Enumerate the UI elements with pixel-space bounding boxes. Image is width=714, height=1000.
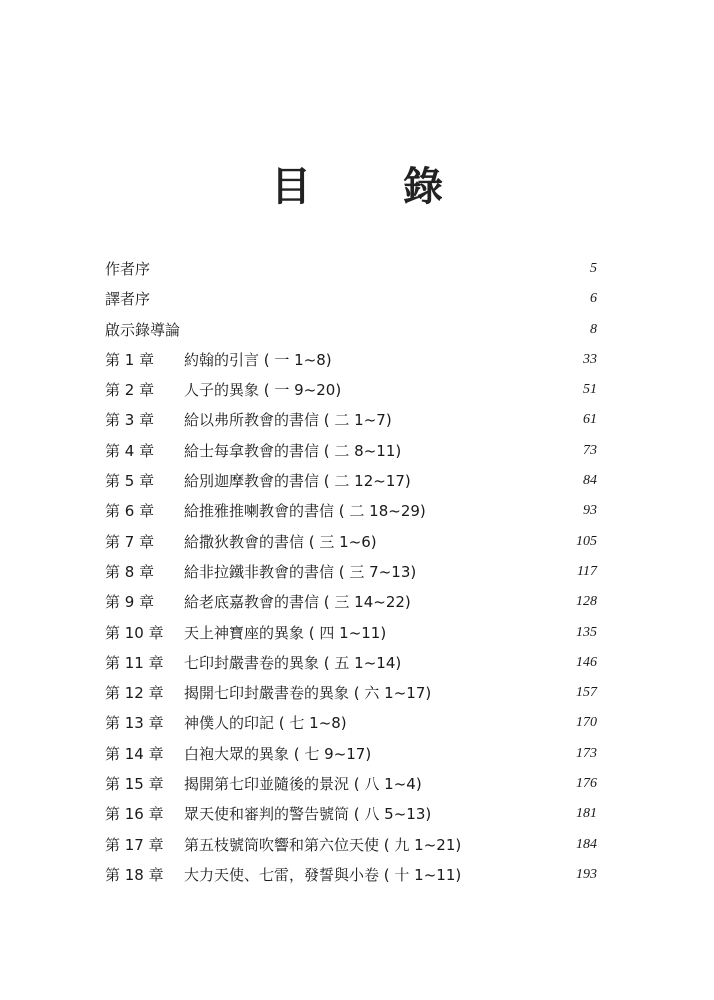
toc-entry-title: 給撒狄教會的書信 ( 三 1~6) — [184, 532, 377, 551]
toc-chapter-number: 第 13 章 — [105, 714, 164, 733]
toc-entry — [105, 527, 597, 557]
toc-chapter-number: 第 1 章 — [105, 350, 155, 369]
toc-entry — [105, 587, 597, 617]
toc-entry-title: 譯者序 — [105, 290, 151, 309]
toc-chapter-number: 第 14 章 — [105, 744, 164, 763]
toc-entry-title: 給推雅推喇教會的書信 ( 二 18~29) — [184, 502, 426, 521]
toc-chapter-number: 第 9 章 — [105, 593, 155, 612]
toc-entry-title: 神僕人的印記 ( 七 1~8) — [184, 714, 347, 733]
toc-entry-title: 給老底嘉教會的書信 ( 三 14~22) — [184, 593, 411, 612]
toc-entry-title: 七印封嚴書卷的異象 ( 五 1~14) — [184, 653, 402, 672]
toc-page-number: 128 — [576, 594, 597, 610]
toc-entry-title: 給士每拿教會的書信 ( 二 8~11) — [184, 441, 402, 460]
toc-chapter-number: 第 10 章 — [105, 623, 164, 642]
toc-chapter-number: 第 16 章 — [105, 805, 164, 824]
toc-entry-title: 給以弗所教會的書信 ( 二 1~7) — [184, 411, 392, 430]
toc-entry — [105, 436, 597, 466]
toc-entry — [105, 375, 597, 405]
toc-entry-title: 揭開第七印並隨後的景況 ( 八 1~4) — [184, 775, 422, 794]
toc-entry — [105, 496, 597, 526]
toc-entry-title: 大力天使、七雷，發誓與小卷 ( 十 1~11) — [184, 865, 462, 884]
toc-entry — [105, 648, 597, 678]
page-title: 目 錄 — [271, 162, 469, 210]
toc-page-number: 117 — [577, 563, 597, 579]
toc-page-number: 5 — [590, 261, 597, 276]
toc-page-number: 6 — [590, 291, 597, 307]
toc-page-number: 157 — [576, 685, 597, 701]
toc-entry — [105, 254, 597, 284]
toc-entry — [105, 315, 597, 345]
toc-page-number: 173 — [576, 745, 597, 761]
toc-entry — [105, 799, 597, 829]
toc-page-number: 93 — [583, 503, 597, 519]
toc-entry — [105, 466, 597, 496]
toc-page-number: 193 — [576, 866, 597, 882]
toc-entry — [105, 618, 597, 648]
toc-chapter-number: 第 7 章 — [105, 532, 155, 551]
toc-entry-title: 啟示錄導論 — [105, 320, 181, 339]
toc-page-number: 184 — [576, 836, 597, 852]
toc-chapter-number: 第 15 章 — [105, 775, 164, 794]
toc-chapter-number: 第 11 章 — [105, 653, 164, 672]
toc-entry — [105, 405, 597, 435]
toc-chapter-number: 第 18 章 — [105, 865, 164, 884]
toc-page-number: 73 — [583, 442, 597, 458]
toc-entry-title: 人子的異象 ( 一 9~20) — [184, 381, 342, 400]
toc-page-number: 181 — [576, 806, 597, 822]
toc-chapter-number: 第 3 章 — [105, 411, 155, 430]
toc-page-number: 8 — [590, 321, 597, 337]
toc-entry — [105, 345, 597, 375]
toc-chapter-number: 第 6 章 — [105, 502, 155, 521]
toc-entry-title: 眾天使和審判的警告號筒 ( 八 5~13) — [184, 805, 432, 824]
toc-chapter-number: 第 5 章 — [105, 472, 155, 491]
toc-chapter-number: 第 12 章 — [105, 684, 164, 703]
toc-entry-title: 第五枝號筒吹響和第六位天使 ( 九 1~21) — [184, 835, 462, 854]
toc-entry — [105, 284, 597, 314]
table-of-contents — [105, 254, 597, 890]
toc-page-number: 61 — [583, 412, 597, 428]
toc-page-number: 170 — [576, 715, 597, 731]
toc-entry — [105, 557, 597, 587]
toc-chapter-number: 第 8 章 — [105, 562, 155, 581]
toc-page-number: 51 — [583, 382, 597, 398]
toc-page-number: 105 — [576, 533, 597, 549]
toc-entry-title: 作者序 — [105, 260, 151, 278]
toc-entry — [105, 830, 597, 860]
toc-page-number: 176 — [576, 776, 597, 792]
toc-page-number: 84 — [583, 473, 597, 489]
toc-entry-title: 白袍大眾的異象 ( 七 9~17) — [184, 744, 372, 763]
toc-page-number: 135 — [576, 624, 597, 640]
toc-chapter-number: 第 4 章 — [105, 441, 155, 460]
toc-entry — [105, 860, 597, 890]
toc-entry-title: 天上神寶座的異象 ( 四 1~11) — [184, 623, 387, 642]
toc-entry — [105, 678, 597, 708]
toc-page-number: 146 — [576, 654, 597, 670]
toc-entry — [105, 708, 597, 738]
toc-entry-title: 給非拉鐵非教會的書信 ( 三 7~13) — [184, 562, 417, 581]
toc-entry — [105, 769, 597, 799]
toc-entry — [105, 739, 597, 769]
toc-entry-title: 約翰的引言 ( 一 1~8) — [184, 350, 332, 369]
toc-chapter-number: 第 17 章 — [105, 835, 164, 854]
toc-entry-title: 揭開七印封嚴書卷的異象 ( 六 1~17) — [184, 684, 432, 703]
toc-chapter-number: 第 2 章 — [105, 381, 155, 400]
toc-page-number: 33 — [583, 351, 597, 367]
toc-entry-title: 給別迦摩教會的書信 ( 二 12~17) — [184, 472, 411, 491]
